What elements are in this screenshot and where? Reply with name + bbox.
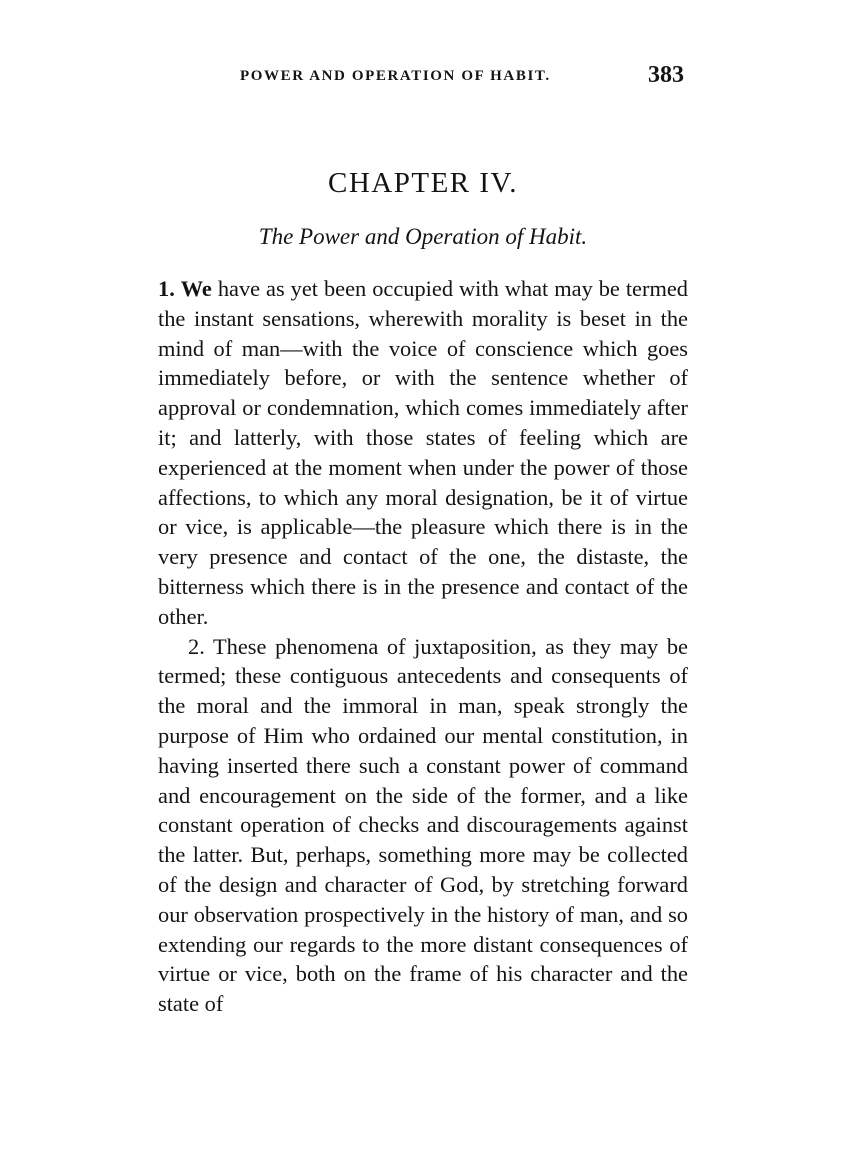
running-header [158,62,688,96]
running-title: POWER AND OPERATION OF HABIT. [240,68,551,84]
book-page [158,62,688,1019]
paragraph-1 [158,274,688,632]
chapter-heading: CHAPTER IV. [328,167,518,199]
paragraph-text: These phenomena of juxtaposition, as they may be termed; these contiguous antecedents and consequents of the moral and the immoral in man, speak strongly the purpose of Him who ordained our mental constitution, in having inserted there such a constant power of command and encouragement on the side of the former, and a like constant operation of checks and discouragements against the latter. But, perhaps, something more may be collected of the design and character of God, by stretching forward our observation prospectively in the history of man, and so extending our regards to the more distant consequences of virtue or vice, both on the frame of his character and the state of [158,633,688,1017]
paragraph-2 [158,632,688,1019]
paragraph-number: 2. [188,633,205,659]
paragraph-number: 1. [158,276,175,301]
paragraph-lead-word: We [180,276,212,301]
page-number: 383 [648,62,684,88]
chapter-subtitle: The Power and Operation of Habit. [258,224,588,249]
paragraph-text: have as yet been occupied with what may be termed the instant sensations, wherewith morality is beset in the mind of man—with the voice of conscience which goes immediately before, or with the sentence whether of approval or condemnation, which comes immediately after it; and latterly, with those states of feeling which are experienced at the moment when under the power of those affections, to which any moral designation, be it of virtue or vice, is applicable—the pleasure which there is in the very presence and contact of the one, the distaste, the bitterness which there is in the presence and contact of the other. [158,276,688,629]
